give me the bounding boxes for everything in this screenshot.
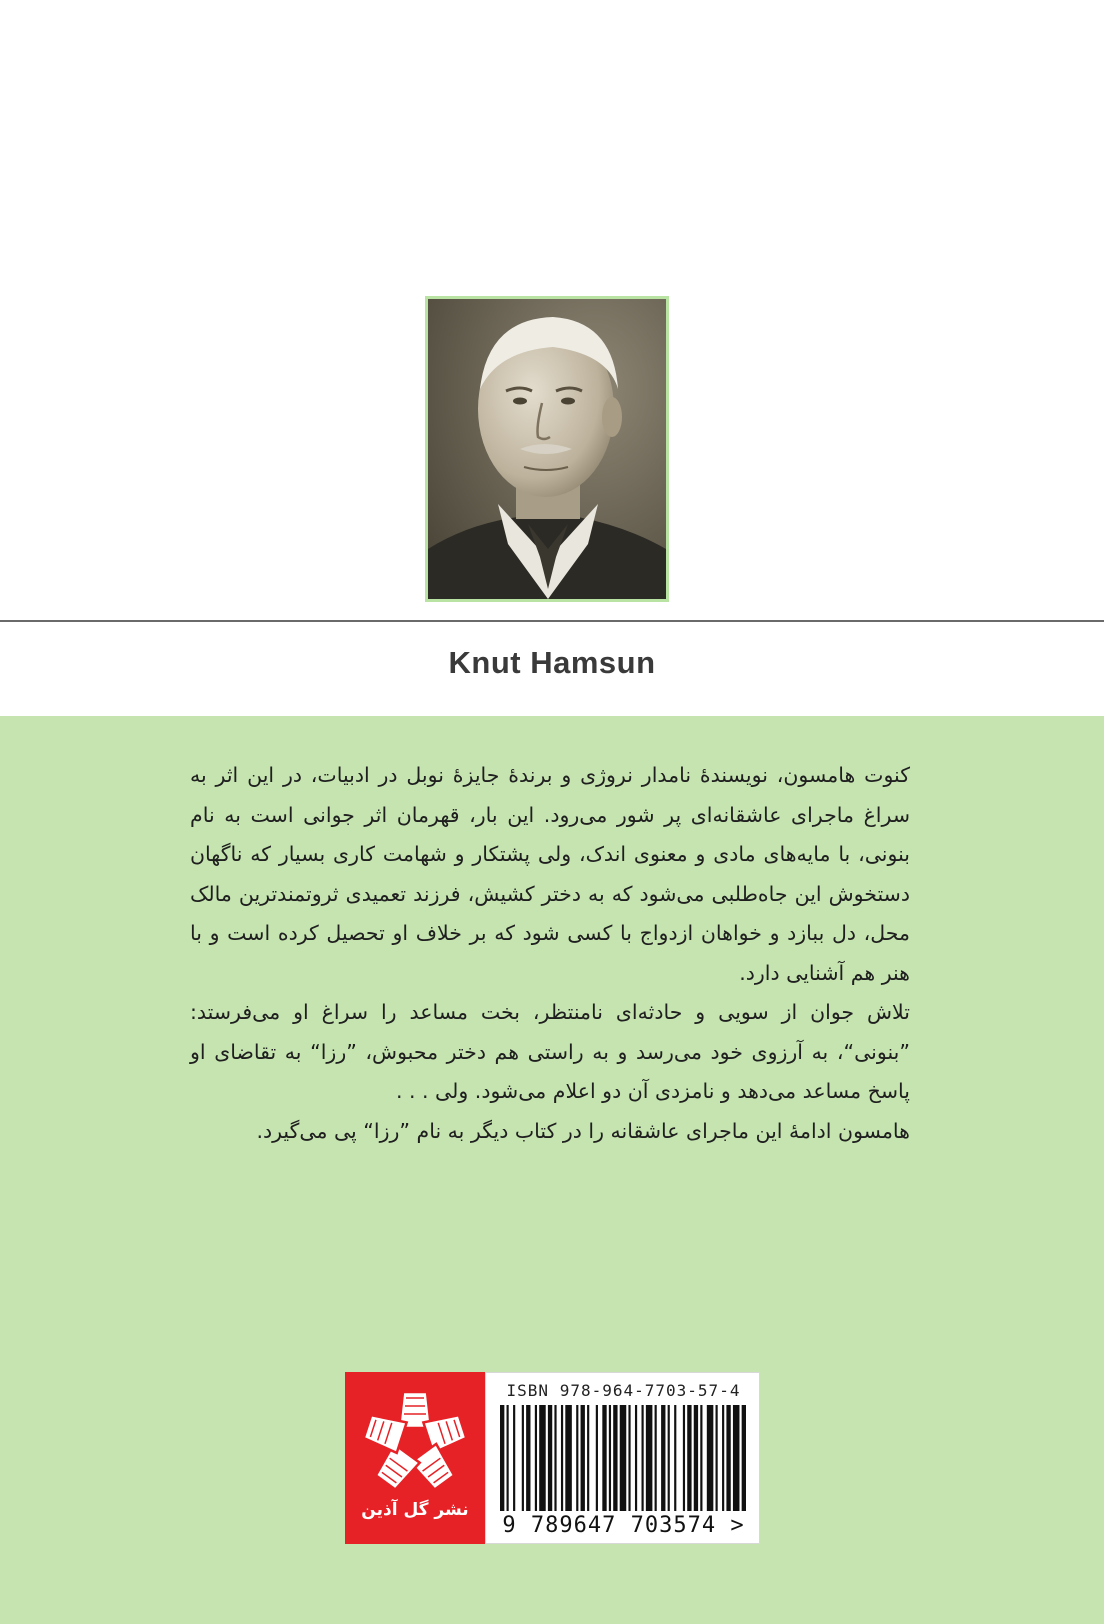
barcode-bars [500,1405,746,1511]
barcode-bar [635,1405,637,1511]
barcode-bar [522,1405,524,1511]
barcode-bar [722,1405,724,1511]
barcode-bar [674,1405,676,1511]
barcode-bar [694,1405,698,1511]
barcode-bar [576,1405,578,1511]
barcode-bar [609,1405,611,1511]
barcode-digits: 9 789647 703574 > [502,1513,745,1538]
isbn-barcode-box [485,1372,760,1544]
barcode-bar [628,1405,630,1511]
barcode-bar [500,1405,504,1511]
barcode-bar [646,1405,653,1511]
barcode-bar [548,1405,552,1511]
barcode-bar [596,1405,598,1511]
barcode-bar [565,1405,572,1511]
author-portrait-image [428,299,666,599]
barcode-bar [655,1405,657,1511]
cover-divider-line [0,620,1104,622]
barcode-bar [613,1405,617,1511]
isbn-label: ISBN 978-964-7703-57-4 [506,1381,741,1400]
barcode-bar [733,1405,740,1511]
barcode-bar [507,1405,509,1511]
star-of-books-logo-icon [359,1380,471,1502]
barcode-bar [561,1405,563,1511]
barcode-bar [742,1405,746,1511]
barcode-bar [539,1405,546,1511]
barcode-bar [513,1405,515,1511]
barcode-bar [642,1405,644,1511]
barcode-bar [602,1405,606,1511]
barcode-bar [687,1405,691,1511]
barcode-bar [716,1405,718,1511]
barcode-bar [726,1405,730,1511]
barcode-bar [700,1405,702,1511]
author-name-heading: Knut Hamsun [448,645,656,680]
barcode-bar [535,1405,537,1511]
blurb-paragraph-2: تلاش جوان از سویی و حادثه‌ای نامنتظر، بخت مساعد را سراغ او می‌فرستد: ”بنونی“، به آرزوی خود می‌رسد و به راستی هم دختر محبوش، ”رزا“ به تقاضای او پاسخ مساعد می‌دهد و نامزدی آن دو اعلام می‌شود. ولی . . . [190,1000,910,1103]
barcode-bar [587,1405,589,1511]
blurb-paragraph-1: کنوت هامسون، نویسندهٔ نامدار نروژی و برندهٔ جایزهٔ نوبل در ادبیات، در این اثر به سراغ ماجرای عاشقانه‌ای پر شور می‌رود. این بار، قهرمان اثر جوانی است به نام بنونی، با مایه‌های مادی و معنوی اندک، ولی پشتکار و شهامت کاری بسیار که ناگهان دستخوش این جاه‌طلبی می‌شود که به دختر کشیش، فرزند تعمیدی ثروتمندترین مالک محل، دل ببازد و خواهان ازدواج با کسی شود که بر خلاف او تحصیل کرده است و با هنر هم آشنایی دارد. [190,763,910,985]
barcode-bar [683,1405,685,1511]
barcode-bar [661,1405,665,1511]
publisher-logo-box [345,1372,485,1544]
author-photo [425,296,669,602]
barcode-bar [554,1405,556,1511]
barcode-bar [581,1405,585,1511]
blurb-paragraph-3: هامسون ادامهٔ این ماجرای عاشقانه را در کتاب دیگر به نام ”رزا“ پی می‌گیرد. [256,1118,910,1143]
publisher-name: نشر گل آذین [361,1500,469,1520]
barcode-bar [668,1405,670,1511]
barcode-bar [707,1405,714,1511]
barcode-bar [526,1405,530,1511]
book-blurb [190,756,910,1151]
barcode-bar [620,1405,627,1511]
